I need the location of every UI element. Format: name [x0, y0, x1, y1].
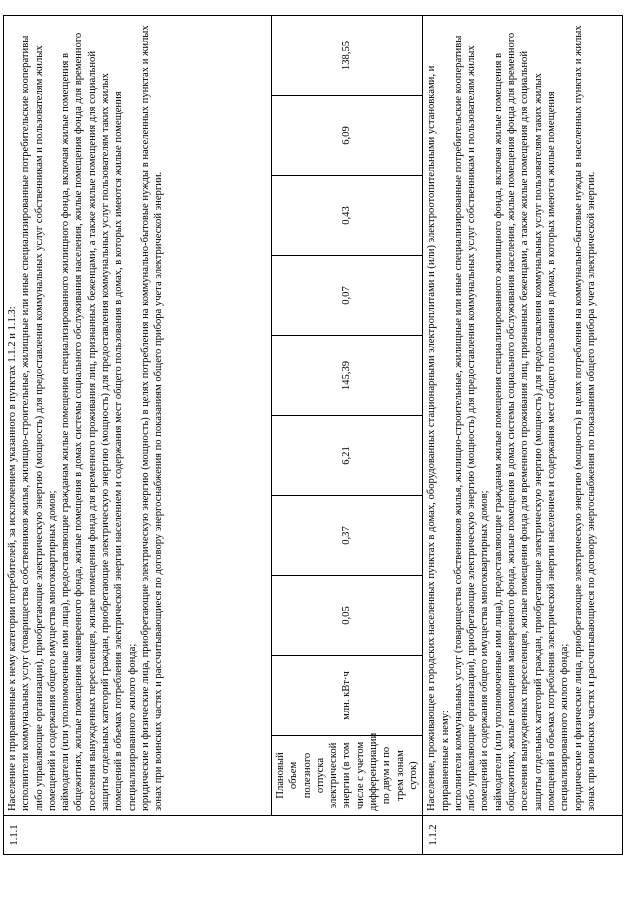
plan-value: 0,07: [272, 256, 423, 336]
plan-value: 0,37: [272, 496, 423, 576]
plan-value: 0,43: [272, 176, 423, 256]
plan-value: 6,09: [272, 96, 423, 176]
row-number: 1.1.1: [4, 816, 423, 855]
row-description: [4, 16, 272, 816]
rotated-page: [3, 15, 623, 855]
paragraph: исполнители коммунальных услуг (товарищества собственников жилья, жилищно-строительные, жилищные или иные специализированные потребительские кооперативы либо управляющие организации), приобретающие электрическую энергию (мощность) для предоставления коммунальных услуг собственникам и пользователям жилых помещений и содержания общего имущества многоквартирных домов;: [452, 35, 491, 811]
plan-value: 0,05: [272, 576, 423, 656]
plan-unit: млн. кВт·ч: [272, 656, 423, 736]
row-description: [423, 16, 623, 816]
plan-name: Плановый объем полезного отпуска электрической энергии (в том числе с учетом дифференциации по двум и по трем зонам суток): [272, 736, 423, 816]
paragraph: Население и приравненные к нему категории потребителей, за исключением указанного в пунктах 1.1.2 и 1.1.3:: [7, 306, 18, 811]
plan-value: 145,39: [272, 336, 423, 416]
paragraph: Население, проживающее в городских населенных пунктах в домах, оборудованных стационарными электроплитами и (или) электроотопительными установками, и приравненные к нему:: [426, 65, 451, 811]
table-row: [4, 16, 272, 855]
tariff-table: [3, 15, 623, 855]
paragraph: юридические и физические лица, приобретающие электрическую энергию (мощность) в целях потребления на коммунально-бытовые нужды в населенных пунктах и жилых зонах при воинских частях и рассчитывающиеся по договору энергоснабжения по показаниям общего прибора учета электрической энергии.: [572, 25, 597, 811]
paragraph: наймодатели (или уполномоченные ими лица), предоставляющие гражданам жилые помещения специализированного жилищного фонда, включая жилые помещения в общежитиях, жилые помещения маневренного фонда, жилые помещения в домах системы социального обслуживания населения, жилые помещения фонда для временного поселения вынужденных переселенцев, жилые помещения фонда для временного проживания лиц, признанных беженцами, а также жилые помещения для социальной защиты отдельных категорий граждан, приобретающие электрическую энергию (мощность) для предоставления коммунальных услуг пользователям таких жилых помещений в объемах потребления электрической энергии населением и содержания мест общего пользования в домах, в которых имеются жилые помещения специализированного жилого фонда;: [60, 32, 138, 811]
paragraph: исполнители коммунальных услуг (товарищества собственников жилья, жилищно-строительные, жилищные или иные специализированные потребительские кооперативы либо управляющие организации), приобретающие электрическую энергию (мощность) для предоставления коммунальных услуг собственникам и пользователям жилых помещений и содержания общего имущества многоквартирных домов;: [20, 35, 58, 811]
plan-value: 138,55: [272, 16, 423, 96]
plan-row: [272, 16, 423, 855]
row-number: 1.1.2: [423, 816, 623, 855]
paragraph: юридические и физические лица, приобретающие электрическую энергию (мощность) в целях потребления на коммунально-бытовые нужды в населенных пунктах и жилых зонах при воинских частях и рассчитывающиеся по договору энергоснабжения по показаниям общего прибора учета электрической энергии.: [139, 25, 165, 811]
paragraph: наймодатели (или уполномоченные ими лица), предоставляющие гражданам жилые помещения специализированного жилищного фонда, включая жилые помещения в общежитиях, жилые помещения маневренного фонда, жилые помещения в домах системы социального обслуживания населения, жилые помещения фонда для временного поселения вынужденных переселенцев, жилые помещения фонда для временного проживания лиц, признанных беженцами, а также жилые помещения для социальной защиты отдельных категорий граждан, приобретающие электрическую энергию (мощность) для предоставления коммунальных услуг пользователям таких жилых помещений в объемах потребления электрической энергии населением и содержания мест общего пользования в домах, в которых имеются жилые помещения специализированного жилого фонда;: [492, 32, 571, 811]
plan-value: 6,21: [272, 416, 423, 496]
table-row: [423, 16, 623, 855]
